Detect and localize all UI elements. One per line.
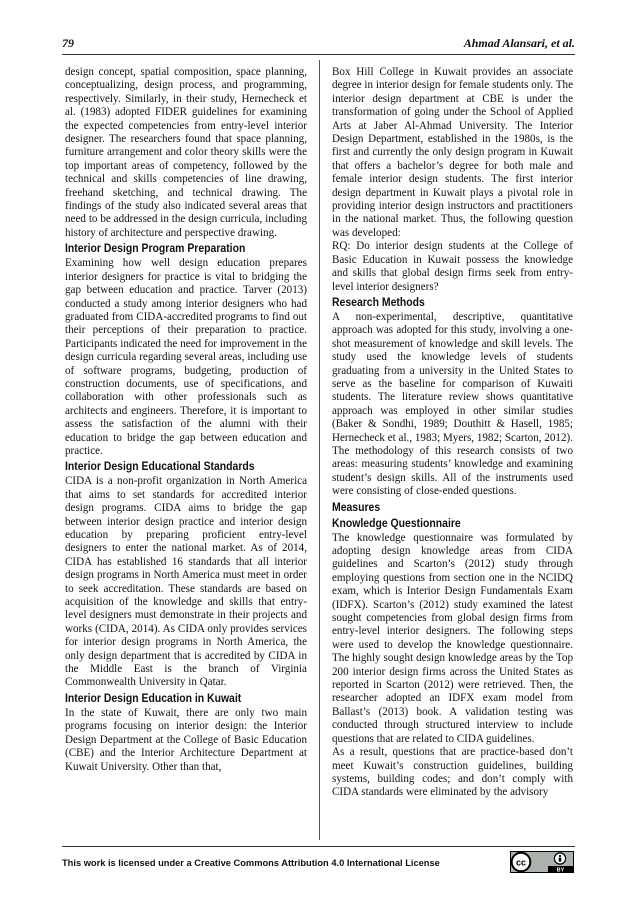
person-head [559, 855, 561, 857]
body-paragraph: design concept, spatial composition, space planning, conceptualizing, design process, and programming, respectively. Similarly, in their study, Hernecheck et al. (1983) adopted FIDER guidelines for examining the expected competencies from entry-level interior designer. The researchers found that space planning, furniture arrangement and color theory skills were the top important areas of competency, followed by the technical and skills competencies of line drawing, freehand sketching, and technical drawing. The findings of the study also indicated several areas that need to be addressed in the design curricula, including history of architecture and perspective drawing. [65, 66, 307, 239]
body-paragraph: Box Hill College in Kuwait provides an associate degree in interior design for female students only. The interior design department at CBE is under the transformation of going under the School of Applied Arts at Jaber Al-Ahmad University. The Interior Design Department, established in the 1980s, is the first and currently the only design program in Kuwait that offers a bachelor’s degree for both male and female interior design students. The first interior design department in Kuwait plays a pivotal role in providing interior design instructors and practitioners in the national market. Thus, the following question was developed: [332, 66, 573, 239]
running-header-authors: Ahmad Alansari, et al. [463, 36, 575, 50]
body-paragraph: In the state of Kuwait, there are only two main programs focusing on interior design: the Interior Design Department at the College of Basic Education (CBE) and the Interior Architecture Department at Kuwait University. Other than that, [65, 706, 307, 773]
left-column [65, 66, 307, 836]
section-heading: Interior Design Program Preparation [65, 242, 246, 256]
body-paragraph: Examining how well design education prepares interior designers for practice is vital to bridging the gap between education and practice. Tarver (2013) conducted a study among interior designers who had graduated from CIDA-accredited programs to find out their perceptions of their preparation to practice. Participants indicated the need for improvement in the design curricula regarding several areas, including use of software programs, budgeting, production of construction documents, use of specifications, and collaboration with other professionals such as architects and engineers. Therefore, it is important to assess the satisfaction of the alumni with their education to bridge the gap between education and practice. [65, 257, 307, 457]
section-heading: Measures [332, 500, 381, 514]
header-rule [62, 54, 575, 55]
footer-rule [62, 846, 575, 847]
right-column [332, 66, 573, 836]
section-heading: Interior Design Education in Kuwait [65, 691, 242, 705]
body-paragraph: CIDA is a non-profit organization in North America that aims to set standards for accredited interior design programs. CIDA aims to bridge the gap between interior design practice and interior design education by preparing proficient entry-level designers to enter the national market. As of 2014, CIDA has established 16 standards that all interior design programs in North America must meet in order to seek accreditation. These standards are based on acquisition of the knowledge and skills that entry-level designers must demonstrate in their projects and works (CIDA, 2014). As CIDA only provides services for interior design programs in North America, the only design department that is accredited by CIDA in the Middle East is the branch of Virginia Commonwealth University in Qatar. [65, 475, 307, 689]
by-label: BY [556, 867, 565, 873]
section-heading: Interior Design Educational Standards [65, 460, 255, 474]
running-header [62, 36, 575, 52]
page-number: 79 [62, 36, 74, 50]
body-paragraph: The knowledge questionnaire was formulated by adopting design knowledge areas from CIDA guidelines and Scarton’s (2012) study through employing questions from section one in the NCIDQ exam, which is Interior Design Fundamentals Exam (IDFX). Scarton’s (2012) study examined the latest sought competencies from global design firms from entry-level interior designers. The following steps were used to develop the knowledge questionnaire. The highly sought design knowledge areas by the Top 200 interior design firms across the United States as reported in Scarton (2012) were retrieved. Then, the researcher adopted an IDFX exam model from Ballast’s (2013) book. A validation testing was conducted through structured interview to include questions that are related to CIDA guidelines. [332, 531, 573, 745]
section-heading: Research Methods [332, 295, 425, 309]
license-text: This work is licensed under a Creative Commons Attribution 4.0 International License [62, 858, 440, 868]
section-heading: Knowledge Questionnaire [332, 516, 461, 530]
body-paragraph: RQ: Do interior design students at the College of Basic Education in Kuwait possess the knowledge and skills that global design firms seek from entry-level interior designers? [332, 240, 573, 293]
cc-by-license-badge[interactable] [510, 851, 574, 873]
column-divider [319, 60, 320, 840]
cc-icon-label: cc [515, 857, 527, 868]
body-paragraph: A non-experimental, descriptive, quantitative approach was adopted for this study, involving a one-shot measurement of knowledge and skill levels. The study used the knowledge levels of students graduating from a university in the United States to serve as the baseline for comparison of Kuwaiti students. The literature review shows quantitative approach was employed in other similar studies (Baker & Sondhi, 1989; Douthitt & Hasell, 1985; Hernecheck et al., 1983; Myers, 1982; Scarton, 2012). The methodology of this research consists of two areas: measuring students’ knowledge and examining student’s design skills. All of the instruments used were consisting of close-ended questions. [332, 310, 573, 498]
body-paragraph: As a result, questions that are practice-based don’t meet Kuwait’s construction guidelines, building systems, building codes; and don’t comply with CIDA standards were eliminated by the advisory [332, 746, 573, 799]
person-body [559, 858, 562, 862]
